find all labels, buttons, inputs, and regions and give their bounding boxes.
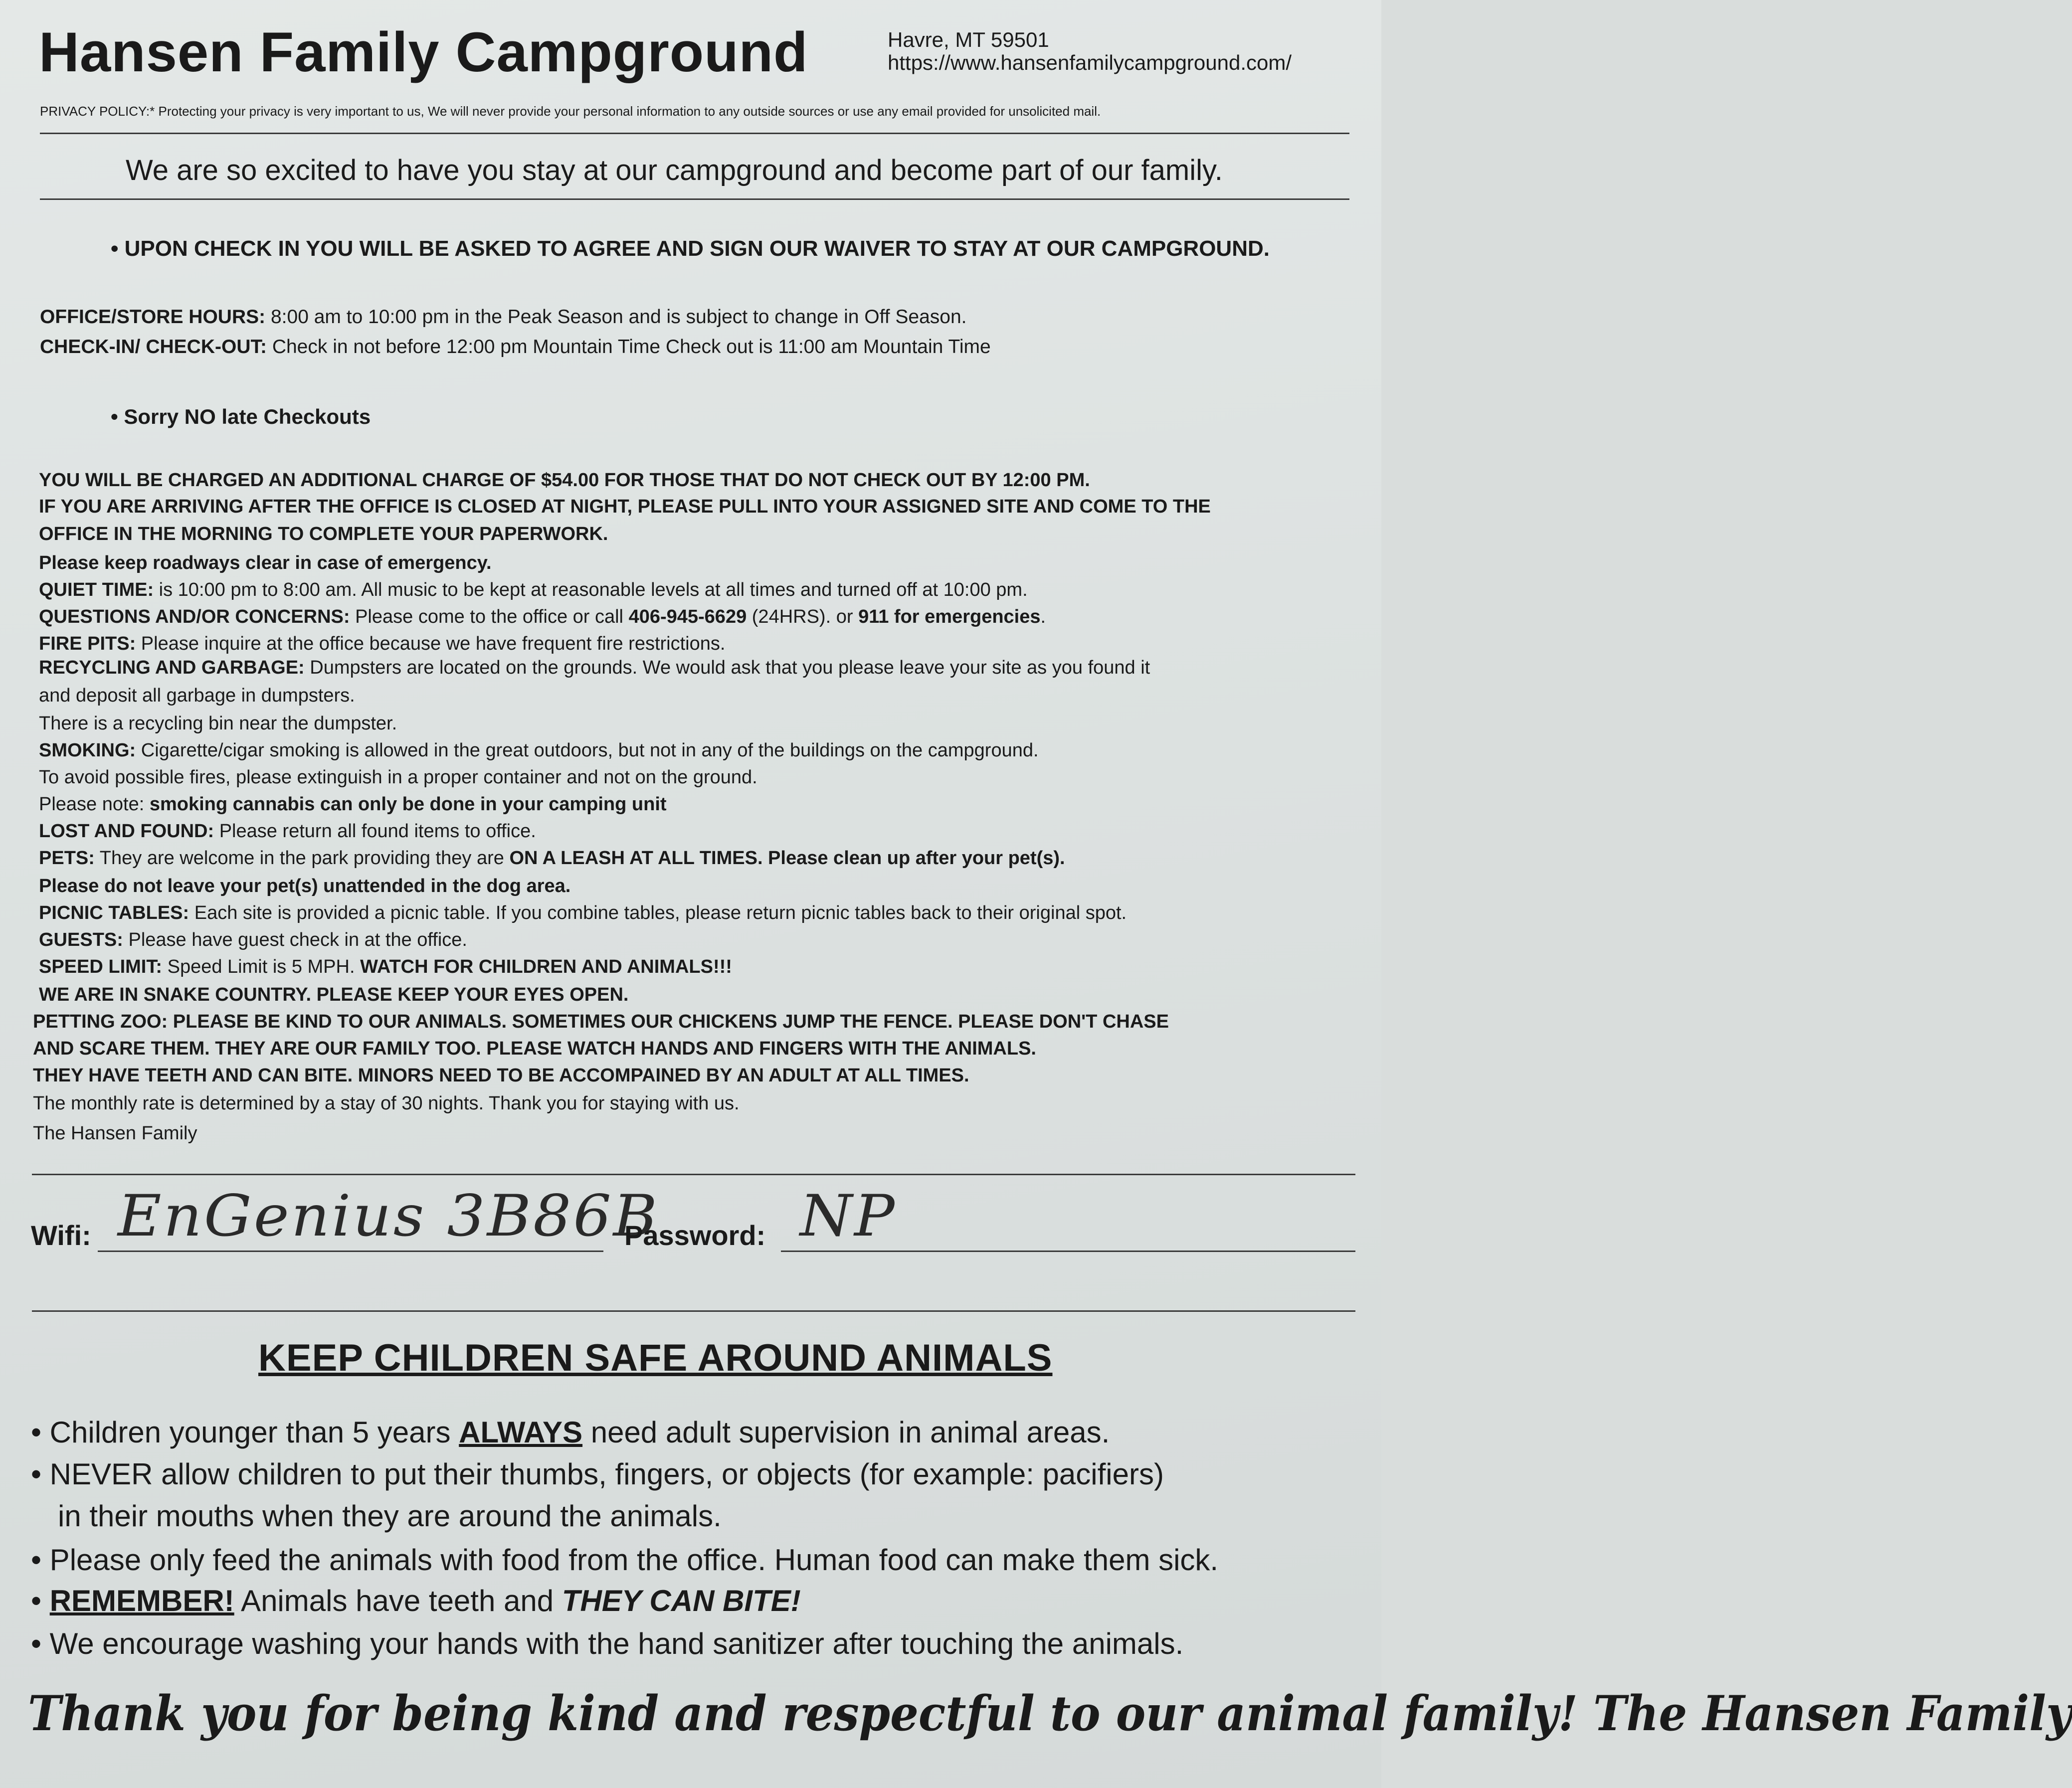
- late-charge-notice: YOU WILL BE CHARGED AN ADDITIONAL CHARGE OF $54.00 FOR THOSE THAT DO NOT CHECK OUT BY 12:00 PM.: [39, 470, 1090, 491]
- safety-bullet-1-pre: • Children younger than 5 years: [31, 1416, 451, 1449]
- emergency-number: 911 for emergencies: [858, 606, 1041, 627]
- speed-limit-text: Speed Limit is 5 MPH.: [167, 956, 355, 977]
- welcome-message: We are so excited to have you stay at our campground and become part of our family.: [126, 154, 1223, 186]
- safety-bullet-1-emphasis: ALWAYS: [459, 1416, 583, 1449]
- safety-bullet-1-post: need adult supervision in animal areas.: [590, 1416, 1110, 1449]
- late-arrival-line-1: IF YOU ARE ARRIVING AFTER THE OFFICE IS CLOSED AT NIGHT, PLEASE PULL INTO YOUR ASSIGNED SITE AND COME TO THE: [39, 496, 1211, 517]
- guests: [39, 929, 467, 951]
- recycling-label: RECYCLING AND GARBAGE:: [39, 657, 305, 678]
- smoking-note-text: smoking cannabis can only be done in your camping unit: [149, 794, 667, 815]
- divider-welcome: [40, 198, 1349, 200]
- recycling-line-2: and deposit all garbage in dumpsters.: [39, 685, 355, 706]
- page-title: Hansen Family Campground: [39, 21, 808, 83]
- campground-address: Havre, MT 59501: [888, 28, 1049, 51]
- pets-label: PETS:: [39, 848, 95, 869]
- smoking: [39, 740, 1039, 761]
- picnic-tables-text: Each site is provided a picnic table. If you combine tables, please return picnic tables back to their original spot.: [194, 902, 1127, 923]
- office-phone: 406-945-6629: [628, 606, 747, 627]
- questions-label: QUESTIONS AND/OR CONCERNS:: [39, 606, 350, 627]
- recycling-text: Dumpsters are located on the grounds. We would ask that you please leave your site as you found it: [310, 657, 1150, 678]
- petting-zoo-line-1: PETTING ZOO: PLEASE BE KIND TO OUR ANIMALS. SOMETIMES OUR CHICKENS JUMP THE FENCE. PLEASE DON'T CHASE: [33, 1011, 1169, 1032]
- office-hours-text: 8:00 am to 10:00 pm in the Peak Season and is subject to change in Off Season.: [270, 306, 967, 328]
- speed-limit: [39, 956, 732, 978]
- smoking-note-label: Please note:: [39, 794, 145, 815]
- petting-zoo-line-2: AND SCARE THEM. THEY ARE OUR FAMILY TOO. PLEASE WATCH HANDS AND FINGERS WITH THE ANIMALS.: [33, 1038, 1036, 1059]
- speed-limit-warning: WATCH FOR CHILDREN AND ANIMALS!!!: [360, 956, 732, 977]
- pets: [39, 848, 1065, 869]
- roadways-notice: Please keep roadways clear in case of emergency.: [39, 552, 492, 573]
- safety-bullet-4-warning: THEY CAN BITE!: [562, 1584, 801, 1617]
- lost-and-found: [39, 821, 536, 842]
- checkin-text: Check in not before 12:00 pm Mountain Time Check out is 11:00 am Mountain Time: [272, 336, 991, 358]
- monthly-rate: The monthly rate is determined by a stay of 30 nights. Thank you for staying with us.: [33, 1093, 740, 1114]
- safety-bullet-4-emphasis: REMEMBER!: [49, 1584, 234, 1617]
- checkin-checkout: [40, 336, 991, 358]
- password-underline: [781, 1251, 1355, 1252]
- checkin-label: CHECK-IN/ CHECK-OUT:: [40, 336, 267, 358]
- questions-concerns: QUESTIONS AND/OR CONCERNS: Please come to the office or call 406-945-6629 (24HRS). or 911 for emergencies.: [39, 606, 1046, 627]
- office-hours: [40, 306, 967, 328]
- password-label: Password:: [624, 1220, 766, 1251]
- picnic-tables-label: PICNIC TABLES:: [39, 902, 189, 923]
- questions-text: Please come to the office or call: [355, 606, 623, 627]
- smoking-line-2: To avoid possible fires, please extinguish in a proper container and not on the ground.: [39, 767, 757, 788]
- divider-wifi: [32, 1310, 1355, 1312]
- safety-bullet-4: [31, 1584, 801, 1618]
- divider-rules: [32, 1174, 1355, 1175]
- quiet-time: [39, 579, 1028, 601]
- snake-warning: WE ARE IN SNAKE COUNTRY. PLEASE KEEP YOUR EYES OPEN.: [39, 984, 629, 1005]
- lost-and-found-text: Please return all found items to office.: [219, 821, 536, 842]
- wifi-underline: [98, 1251, 603, 1252]
- safety-bullet-1: [31, 1415, 1110, 1449]
- safety-bullet-4-mid: Animals have teeth and: [241, 1584, 554, 1617]
- privacy-policy-label: PRIVACY POLICY:*: [40, 104, 155, 119]
- petting-zoo-line-3: THEY HAVE TEETH AND CAN BITE. MINORS NEED TO BE ACCOMPAINED BY AN ADULT AT ALL TIMES.: [33, 1065, 969, 1086]
- late-arrival-line-2: OFFICE IN THE MORNING TO COMPLETE YOUR PAPERWORK.: [39, 524, 608, 544]
- campground-url: https://www.hansenfamilycampground.com/: [888, 51, 1292, 74]
- wifi-label: Wifi:: [31, 1220, 91, 1251]
- safety-bullet-3: • Please only feed the animals with food from the office. Human food can make them sick.: [31, 1543, 1219, 1577]
- quiet-time-label: QUIET TIME:: [39, 579, 154, 600]
- privacy-policy: [40, 104, 1101, 119]
- smoking-note: [39, 794, 667, 815]
- pets-text: They are welcome in the park providing they are: [99, 848, 504, 869]
- divider-top: [40, 133, 1349, 134]
- fire-pits-text: Please inquire at the office because we have frequent fire restrictions.: [141, 633, 726, 654]
- guests-text: Please have guest check in at the office.: [128, 929, 467, 950]
- pets-leash-text: ON A LEASH AT ALL TIMES. Please clean up after your pet(s).: [509, 848, 1065, 869]
- guests-label: GUESTS:: [39, 929, 123, 950]
- recycling-line-3: There is a recycling bin near the dumpster.: [39, 713, 397, 734]
- wifi-network-name: EnGenius 3B86B: [118, 1183, 659, 1250]
- office-hours-label: OFFICE/STORE HOURS:: [40, 306, 266, 328]
- pets-line-2: Please do not leave your pet(s) unattended in the dog area.: [39, 876, 571, 896]
- safety-bullet-4-marker: •: [31, 1584, 42, 1617]
- safety-bullet-2: • NEVER allow children to put their thumbs, fingers, or objects (for example: pacifiers): [31, 1457, 1164, 1491]
- fire-pits: [39, 633, 725, 655]
- children-safety-title: KEEP CHILDREN SAFE AROUND ANIMALS: [258, 1337, 1053, 1379]
- lost-and-found-label: LOST AND FOUND:: [39, 821, 214, 842]
- rules-signoff: The Hansen Family: [33, 1123, 197, 1144]
- late-checkout-notice: • Sorry NO late Checkouts: [111, 405, 371, 428]
- wifi-password: NP: [800, 1183, 897, 1250]
- smoking-label: SMOKING:: [39, 740, 136, 761]
- questions-mid: (24HRS). or: [752, 606, 853, 627]
- fire-pits-label: FIRE PITS:: [39, 633, 136, 654]
- quiet-time-text: is 10:00 pm to 8:00 am. All music to be kept at reasonable levels at all times and turned off at 10:00 pm.: [159, 579, 1028, 600]
- speed-limit-label: SPEED LIMIT:: [39, 956, 163, 977]
- privacy-policy-text: Protecting your privacy is very important to us, We will never provide your personal information to any outside sources or use any email provided for unsolicited mail.: [158, 104, 1101, 119]
- thank-you-footer: Thank you for being kind and respectful to our animal family! The Hansen Family: [28, 1685, 2072, 1742]
- recycling-garbage: [39, 657, 1150, 679]
- picnic-tables: [39, 902, 1127, 924]
- safety-bullet-5: • We encourage washing your hands with the hand sanitizer after touching the animals.: [31, 1627, 1184, 1660]
- safety-bullet-2-continued: in their mouths when they are around the animals.: [58, 1499, 722, 1533]
- waiver-notice: • UPON CHECK IN YOU WILL BE ASKED TO AGREE AND SIGN OUR WAIVER TO STAY AT OUR CAMPGROUND.: [111, 236, 1270, 261]
- smoking-text: Cigarette/cigar smoking is allowed in the great outdoors, but not in any of the buildings on the campground.: [141, 740, 1039, 761]
